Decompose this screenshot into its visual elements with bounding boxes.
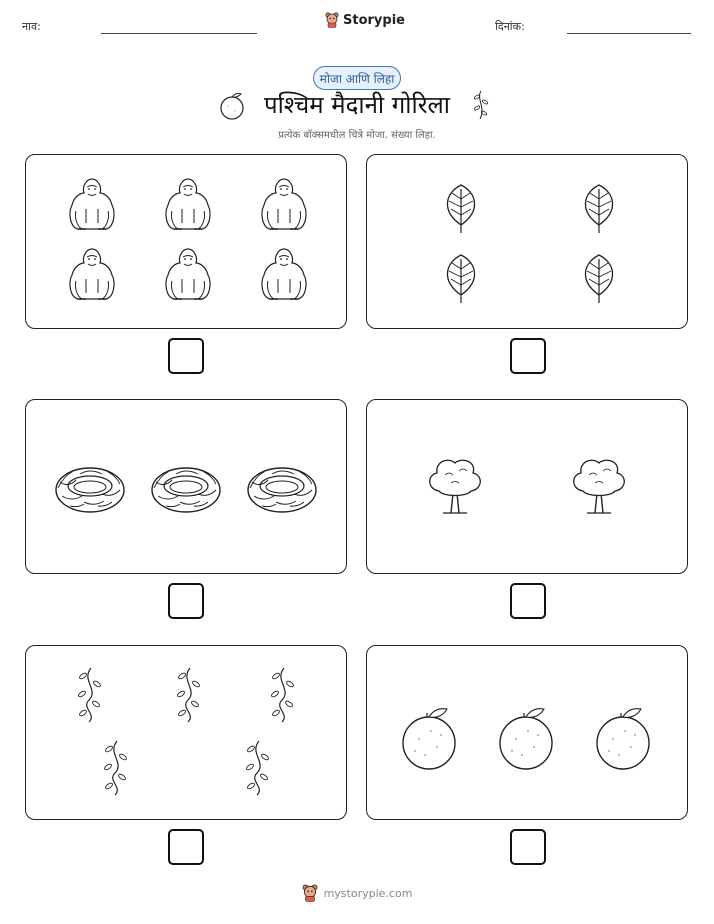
vine-icon xyxy=(104,741,128,795)
orange-icon xyxy=(500,709,552,769)
count-box-artwork xyxy=(26,646,346,819)
date-label: दिनांक: xyxy=(495,20,525,33)
count-box-trees xyxy=(366,399,688,574)
answer-box-gorillas[interactable] xyxy=(168,338,204,374)
answer-box-leaves[interactable] xyxy=(510,338,546,374)
leaf-icon xyxy=(447,255,474,303)
instructions: प्रत्येक बॉक्समधील चित्रे मोजा. संख्या लिहा. xyxy=(278,130,436,141)
count-box-artwork xyxy=(367,155,687,328)
vine-icon xyxy=(271,668,295,722)
count-box-artwork xyxy=(367,400,687,573)
gorilla-icon xyxy=(262,179,306,229)
footer xyxy=(0,884,714,902)
orange-icon xyxy=(403,709,455,769)
bear-mascot-icon xyxy=(302,884,318,902)
gorilla-icon xyxy=(166,249,210,299)
nest-icon xyxy=(152,468,220,512)
name-line[interactable] xyxy=(101,33,257,34)
gorilla-icon xyxy=(70,249,114,299)
tree-icon xyxy=(574,460,625,513)
gorilla-icon xyxy=(70,179,114,229)
orange-icon xyxy=(597,709,649,769)
name-label: नाव: xyxy=(22,20,41,33)
count-box-leaves xyxy=(366,154,688,329)
count-box-gorillas xyxy=(25,154,347,329)
leaf-icon xyxy=(585,255,612,303)
leaf-icon xyxy=(585,185,612,233)
gorilla-icon xyxy=(166,179,210,229)
vine-decoration-icon xyxy=(472,89,490,121)
nest-icon xyxy=(248,468,316,512)
orange-decoration-icon xyxy=(218,91,246,121)
answer-box-oranges[interactable] xyxy=(510,829,546,865)
count-box-nests xyxy=(25,399,347,574)
bear-mascot-icon xyxy=(325,12,339,28)
activity-badge: मोजा आणि लिहा xyxy=(313,66,401,90)
tree-icon xyxy=(430,460,481,513)
gorilla-icon xyxy=(262,249,306,299)
count-box-artwork xyxy=(26,400,346,573)
leaf-icon xyxy=(447,185,474,233)
footer-url: mystorypie.com xyxy=(323,886,413,900)
answer-box-trees[interactable] xyxy=(510,583,546,619)
brand-logo xyxy=(325,12,405,28)
brand-name: Storypie xyxy=(343,12,405,28)
count-box-artwork xyxy=(26,155,346,328)
count-box-oranges xyxy=(366,645,688,820)
date-line[interactable] xyxy=(567,33,691,34)
vine-icon xyxy=(177,668,201,722)
page-title: पश्चिम मैदानी गोरिला xyxy=(264,91,450,119)
answer-box-vines[interactable] xyxy=(168,829,204,865)
vine-icon xyxy=(78,668,102,722)
answer-box-nests[interactable] xyxy=(168,583,204,619)
vine-icon xyxy=(246,741,270,795)
count-box-artwork xyxy=(367,646,687,819)
count-box-vines xyxy=(25,645,347,820)
nest-icon xyxy=(56,468,124,512)
